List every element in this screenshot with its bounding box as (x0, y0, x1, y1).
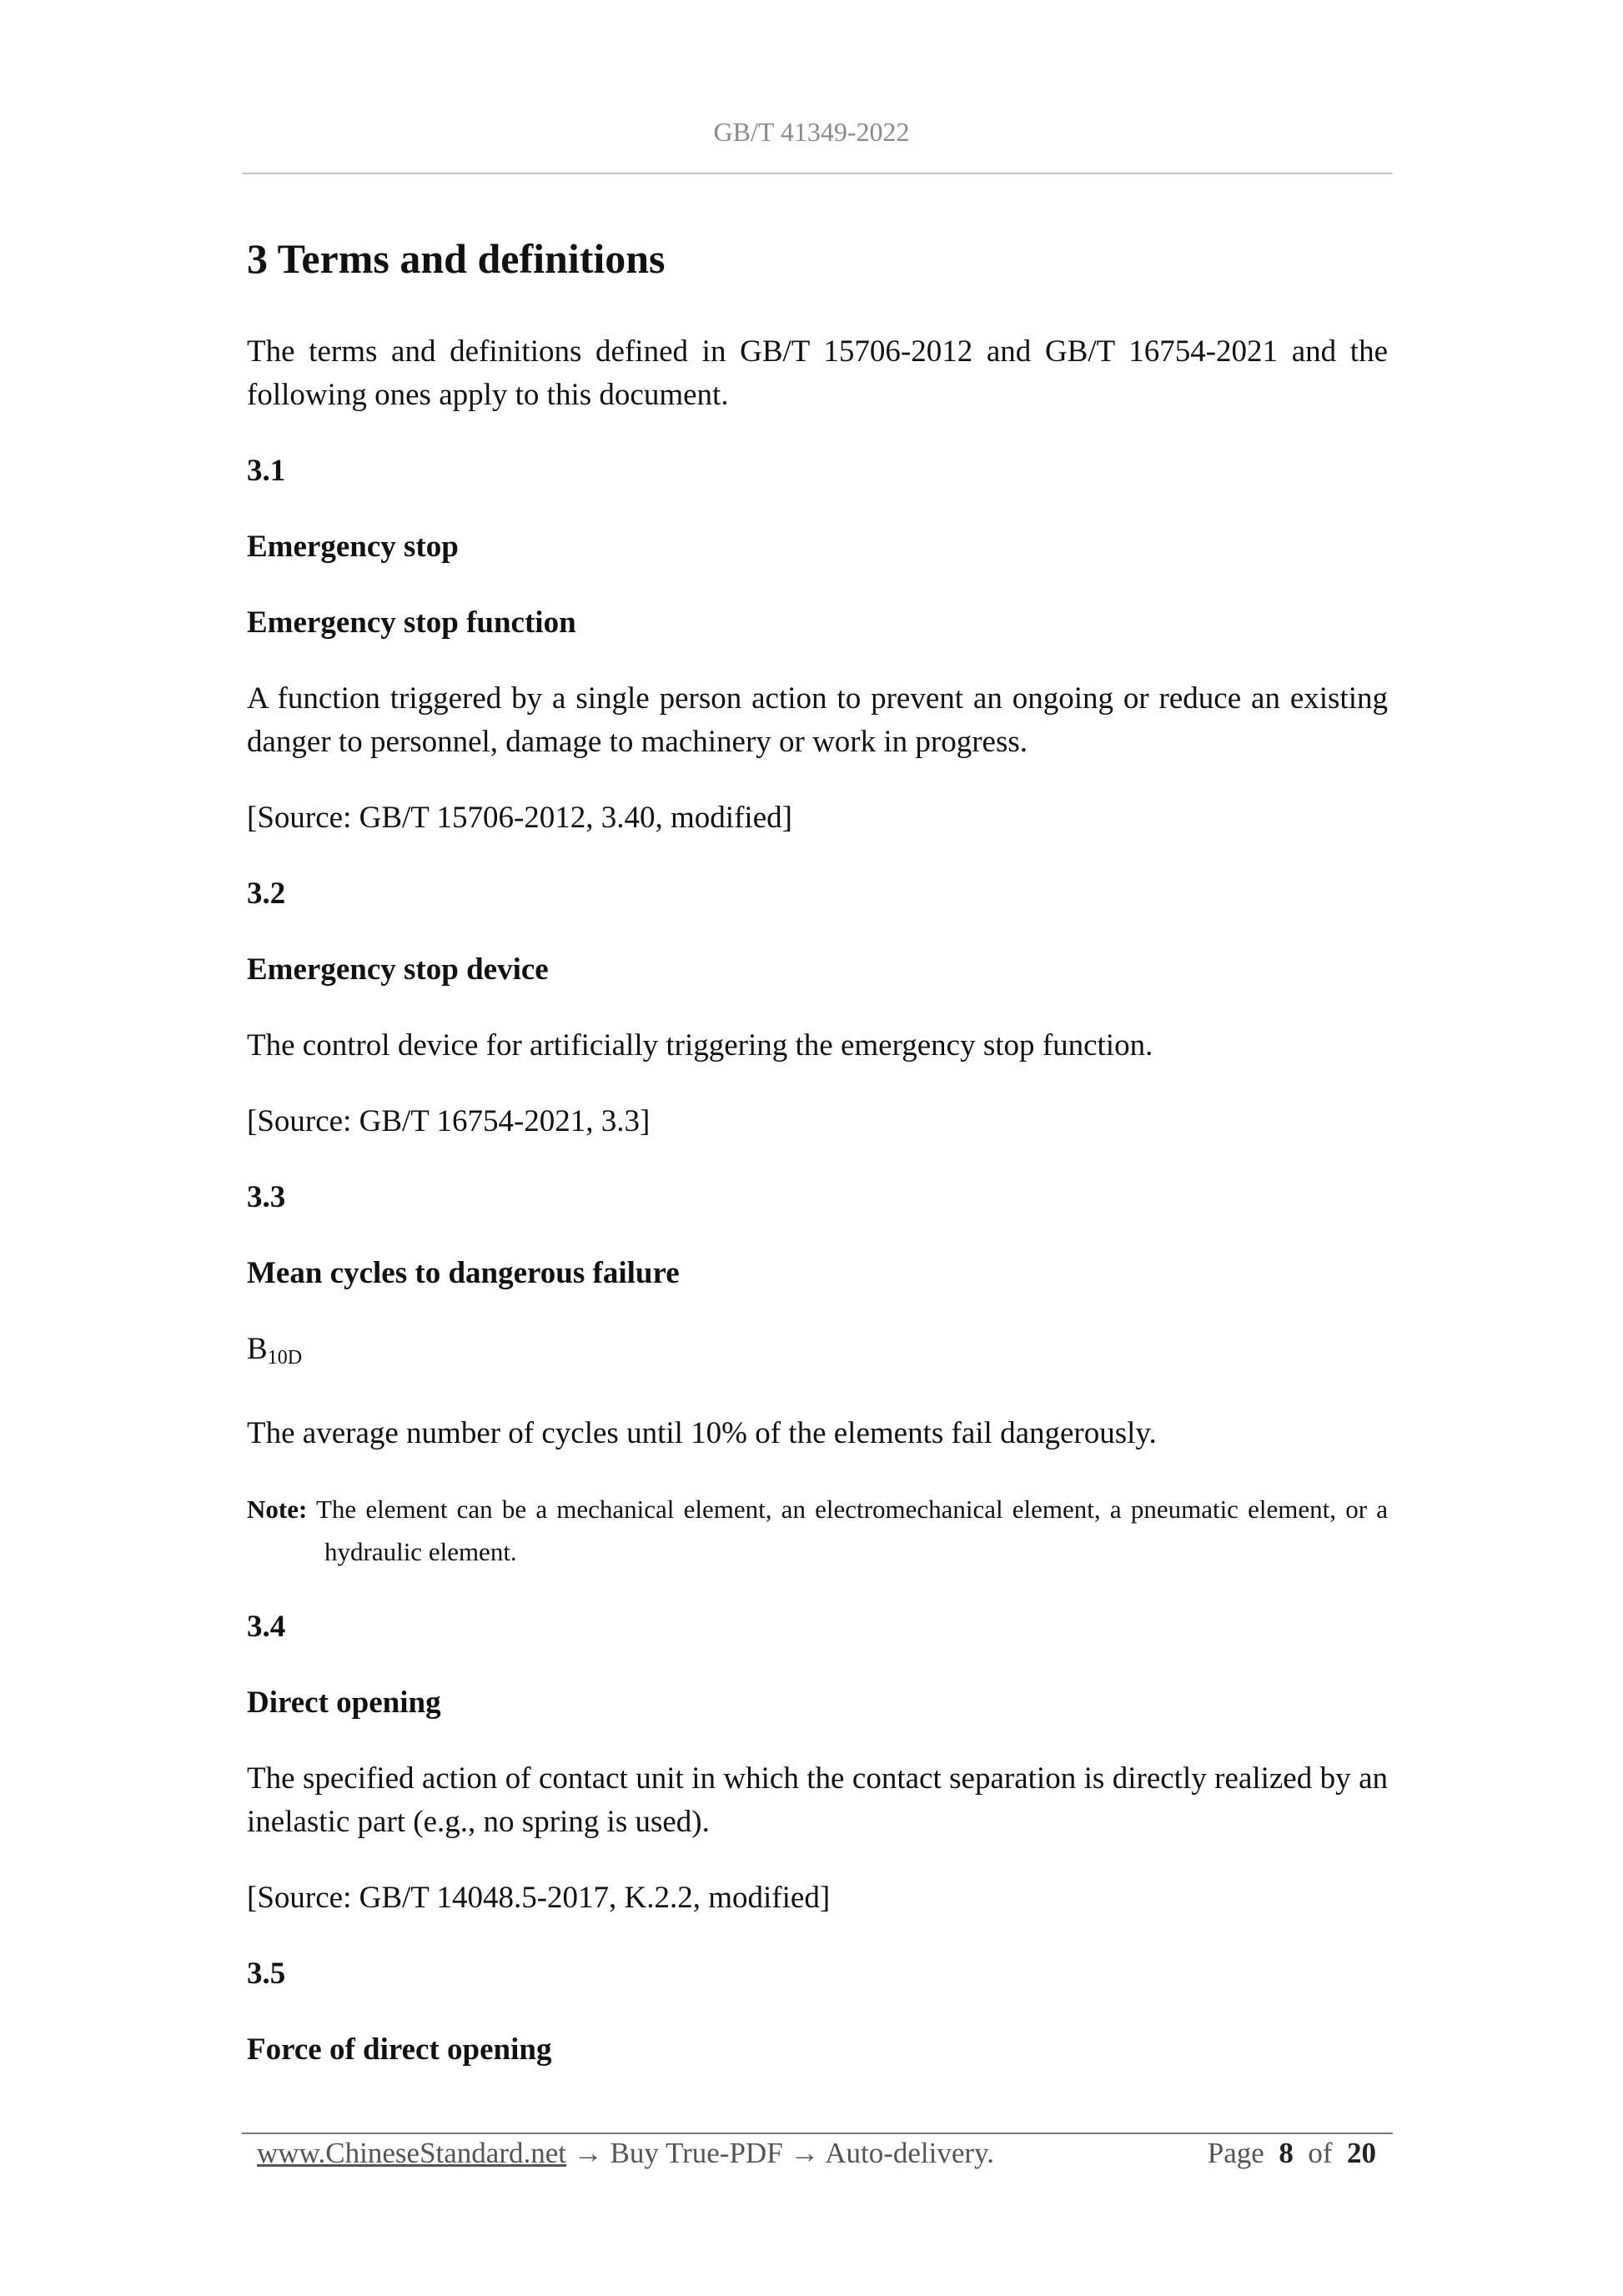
section-title: 3 Terms and definitions (247, 235, 666, 282)
website-link[interactable]: www.ChineseStandard.net (257, 2137, 566, 2169)
term-symbol (247, 1328, 1388, 1379)
term-source: [Source: GB/T 14048.5-2017, K.2.2, modified] (247, 1881, 831, 1915)
symbol-base: B (247, 1332, 268, 1366)
term-definition: A function triggered by a single person action to prevent an ongoing or reduce an existing danger to personnel, damage to machinery or work in progress. (247, 681, 1388, 759)
footer-divider (242, 2133, 1393, 2134)
footer-promo (257, 2137, 994, 2170)
page-label: Page (1207, 2137, 1264, 2169)
term-number: 3.2 (247, 877, 286, 911)
page-number (1208, 2137, 1376, 2170)
document-header: GB/T 41349-2022 (713, 117, 910, 147)
term-number: 3.4 (247, 1610, 286, 1644)
section-intro: The terms and definitions defined in GB/T 15706-2012 and GB/T 16754-2021 and the following ones apply to this document. (247, 334, 1388, 412)
term-name: Force of direct opening (247, 2032, 552, 2067)
term-number: 3.3 (247, 1180, 286, 1214)
term-name: Emergency stop (247, 530, 459, 564)
symbol-subscript: 10D (267, 1347, 303, 1369)
note-label: Note: (247, 1495, 308, 1524)
page-content (247, 234, 1388, 2104)
term-source: [Source: GB/T 15706-2012, 3.40, modified] (247, 801, 792, 835)
term-name: Emergency stop device (247, 952, 549, 987)
term-definition: The control device for artificially triggering the emergency stop function. (247, 1028, 1153, 1063)
page-total: 20 (1347, 2137, 1376, 2169)
page-current: 8 (1279, 2137, 1294, 2169)
note-text: The element can be a mechanical element, an electromechanical element, a pneumatic element, or a hydraulic element. (315, 1495, 1388, 1566)
term-number: 3.5 (247, 1957, 286, 1991)
term-source: [Source: GB/T 16754-2021, 3.3] (247, 1104, 651, 1138)
term-name-alt: Emergency stop function (247, 605, 576, 640)
footer-promo-text: → Buy True-PDF → Auto-delivery. (566, 2137, 995, 2169)
term-name: Mean cycles to dangerous failure (247, 1256, 680, 1290)
term-definition: The average number of cycles until 10% of the elements fail dangerously. (247, 1416, 1157, 1450)
term-name: Direct opening (247, 1686, 441, 1720)
term-number: 3.1 (247, 454, 286, 488)
term-definition: The specified action of contact unit in which the contact separation is directly realized by an inelastic part (e.g., no spring is used). (247, 1761, 1388, 1839)
header-divider (242, 173, 1393, 174)
page-of: of (1308, 2137, 1333, 2169)
term-note (247, 1488, 1388, 1573)
